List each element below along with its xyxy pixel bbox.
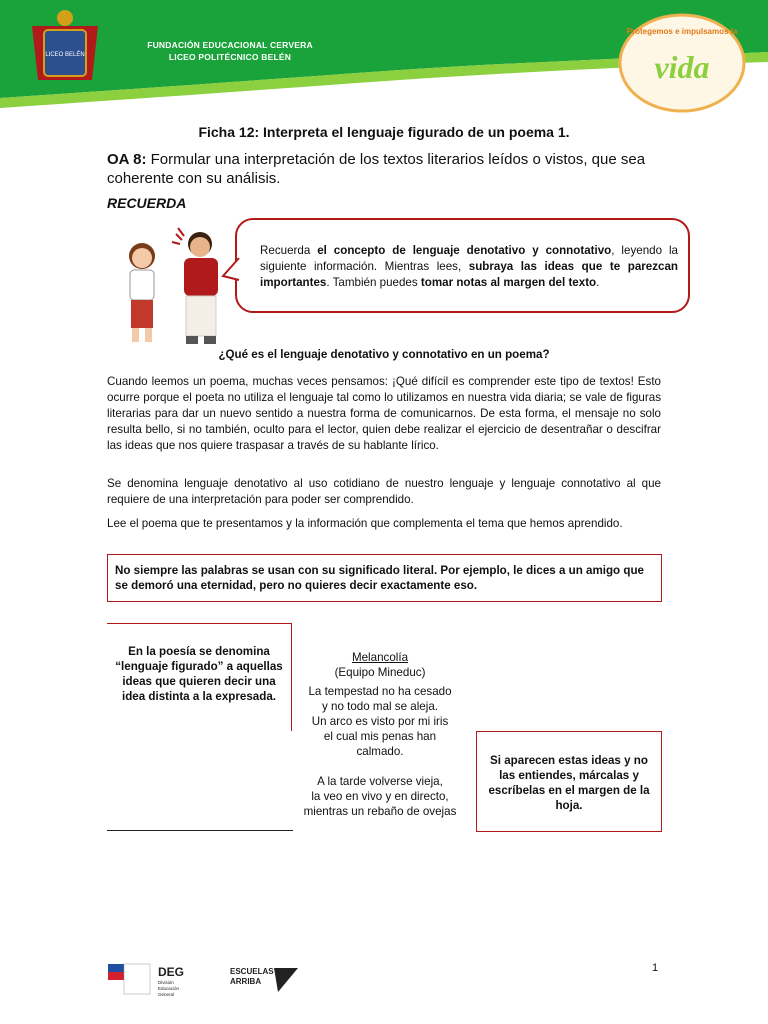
footer-logos (108, 962, 308, 1002)
logo-word: vida (654, 49, 710, 85)
paragraph-definition: Se denomina lenguaje denotativo al uso cotidiano de nuestro lenguaje y lenguaje connotativo al que requiere de una interpretación para poder ser comprendido. (107, 477, 661, 506)
svg-text:Educación: Educación (158, 986, 180, 991)
crest-text: LICEO BELÉN (45, 52, 85, 58)
school-foundation-name: FUNDACIÓN EDUCACIONAL CERVERA (147, 40, 313, 50)
paragraph-intro: Cuando leemos un poema, muchas veces pensamos: ¡Qué difícil es comprender este tipo de textos! Esto ocurre porque el poeta no utiliza el lenguaje tal como lo utilizamos en nuestra vida diaria; se vale de figuras literarias para dar un nuevo sentido a nuestra forma de comunicarnos. De esta forma, el mensaje no solo resulta bello, si no también, oculto para el lector, quien debe realizar el ejercicio de desentrañar o descifrar las ideas que nos quiere traspasar a través de su hablante lírico. (107, 375, 661, 452)
objective-label: OA 8: (107, 151, 147, 168)
poem-line: A la tarde volverse vieja, (317, 775, 443, 788)
students-illustration (112, 222, 242, 350)
logo-slogan: Protegemos e impulsamos la (626, 27, 738, 36)
note-line[interactable] (107, 830, 293, 831)
escuelas-arriba-logo: ESCUELAS (230, 967, 274, 976)
deg-logo: DEG (158, 965, 185, 979)
svg-text:ARRIBA: ARRIBA (230, 977, 262, 986)
recuerda-heading: RECUERDA (107, 195, 187, 211)
poem-title: Melancolía (351, 651, 409, 664)
learning-objective (107, 150, 667, 188)
svg-text:División: División (158, 980, 174, 985)
poem-line: y no todo mal se aleja. (321, 700, 438, 713)
speech-bubble-tail (221, 256, 241, 284)
poem-line: La tempestad no ha cesado (308, 685, 452, 698)
poem-line: la veo en vivo y en directo, (311, 790, 449, 803)
page-number: 1 (652, 962, 659, 974)
school-name: LICEO POLITÉCNICO BELÉN (168, 52, 292, 62)
school-crest-logo (30, 8, 100, 90)
figurado-box-text: En la poesía se denomina “lenguaje figurado” a aquellas ideas que quieren decir una idea distinta a la expresada. (115, 645, 283, 703)
poem-author: (Equipo Mineduc) (334, 666, 426, 679)
poem-line: calmado. (356, 745, 404, 758)
bubble-instructions: Recuerda el concepto de lenguaje denotativo y connotativo, leyendo la siguiente información. Mientras lees, subraya las ideas que te parezcan importantes. También puedes tomar notas al margen del texto. (260, 244, 678, 289)
poem-line: Un arco es visto por mi iris (311, 715, 449, 728)
objective-text: Formular una interpretación de los textos literarios leídos o vistos, que sea coherente con su análisis. (107, 151, 646, 187)
example-box-text: No siempre las palabras se usan con su significado literal. Por ejemplo, le dices a un amigo que se demoró una eternidad, pero no quieres decir exactamente eso. (115, 564, 644, 592)
section-question: ¿Qué es el lenguaje denotativo y connotativo en un poema? (218, 348, 550, 361)
svg-text:General: General (158, 992, 175, 997)
poem-body (300, 684, 460, 819)
vida-campaign-logo (615, 12, 750, 114)
hint-box-text: Si aparecen estas ideas y no las entiendes, márcalas y escríbelas en el margen de la hoja. (488, 754, 650, 812)
poem-heading (300, 650, 460, 680)
poem-line: mientras un rebaño de ovejas (303, 805, 457, 818)
worksheet-title: Ficha 12: Interpreta el lenguaje figurado de un poema 1. (198, 124, 570, 140)
paragraph-instruction: Lee el poema que te presentamos y la información que complementa el tema que hemos aprendido. (107, 517, 623, 530)
poem-line: el cual mis penas han (323, 730, 437, 743)
